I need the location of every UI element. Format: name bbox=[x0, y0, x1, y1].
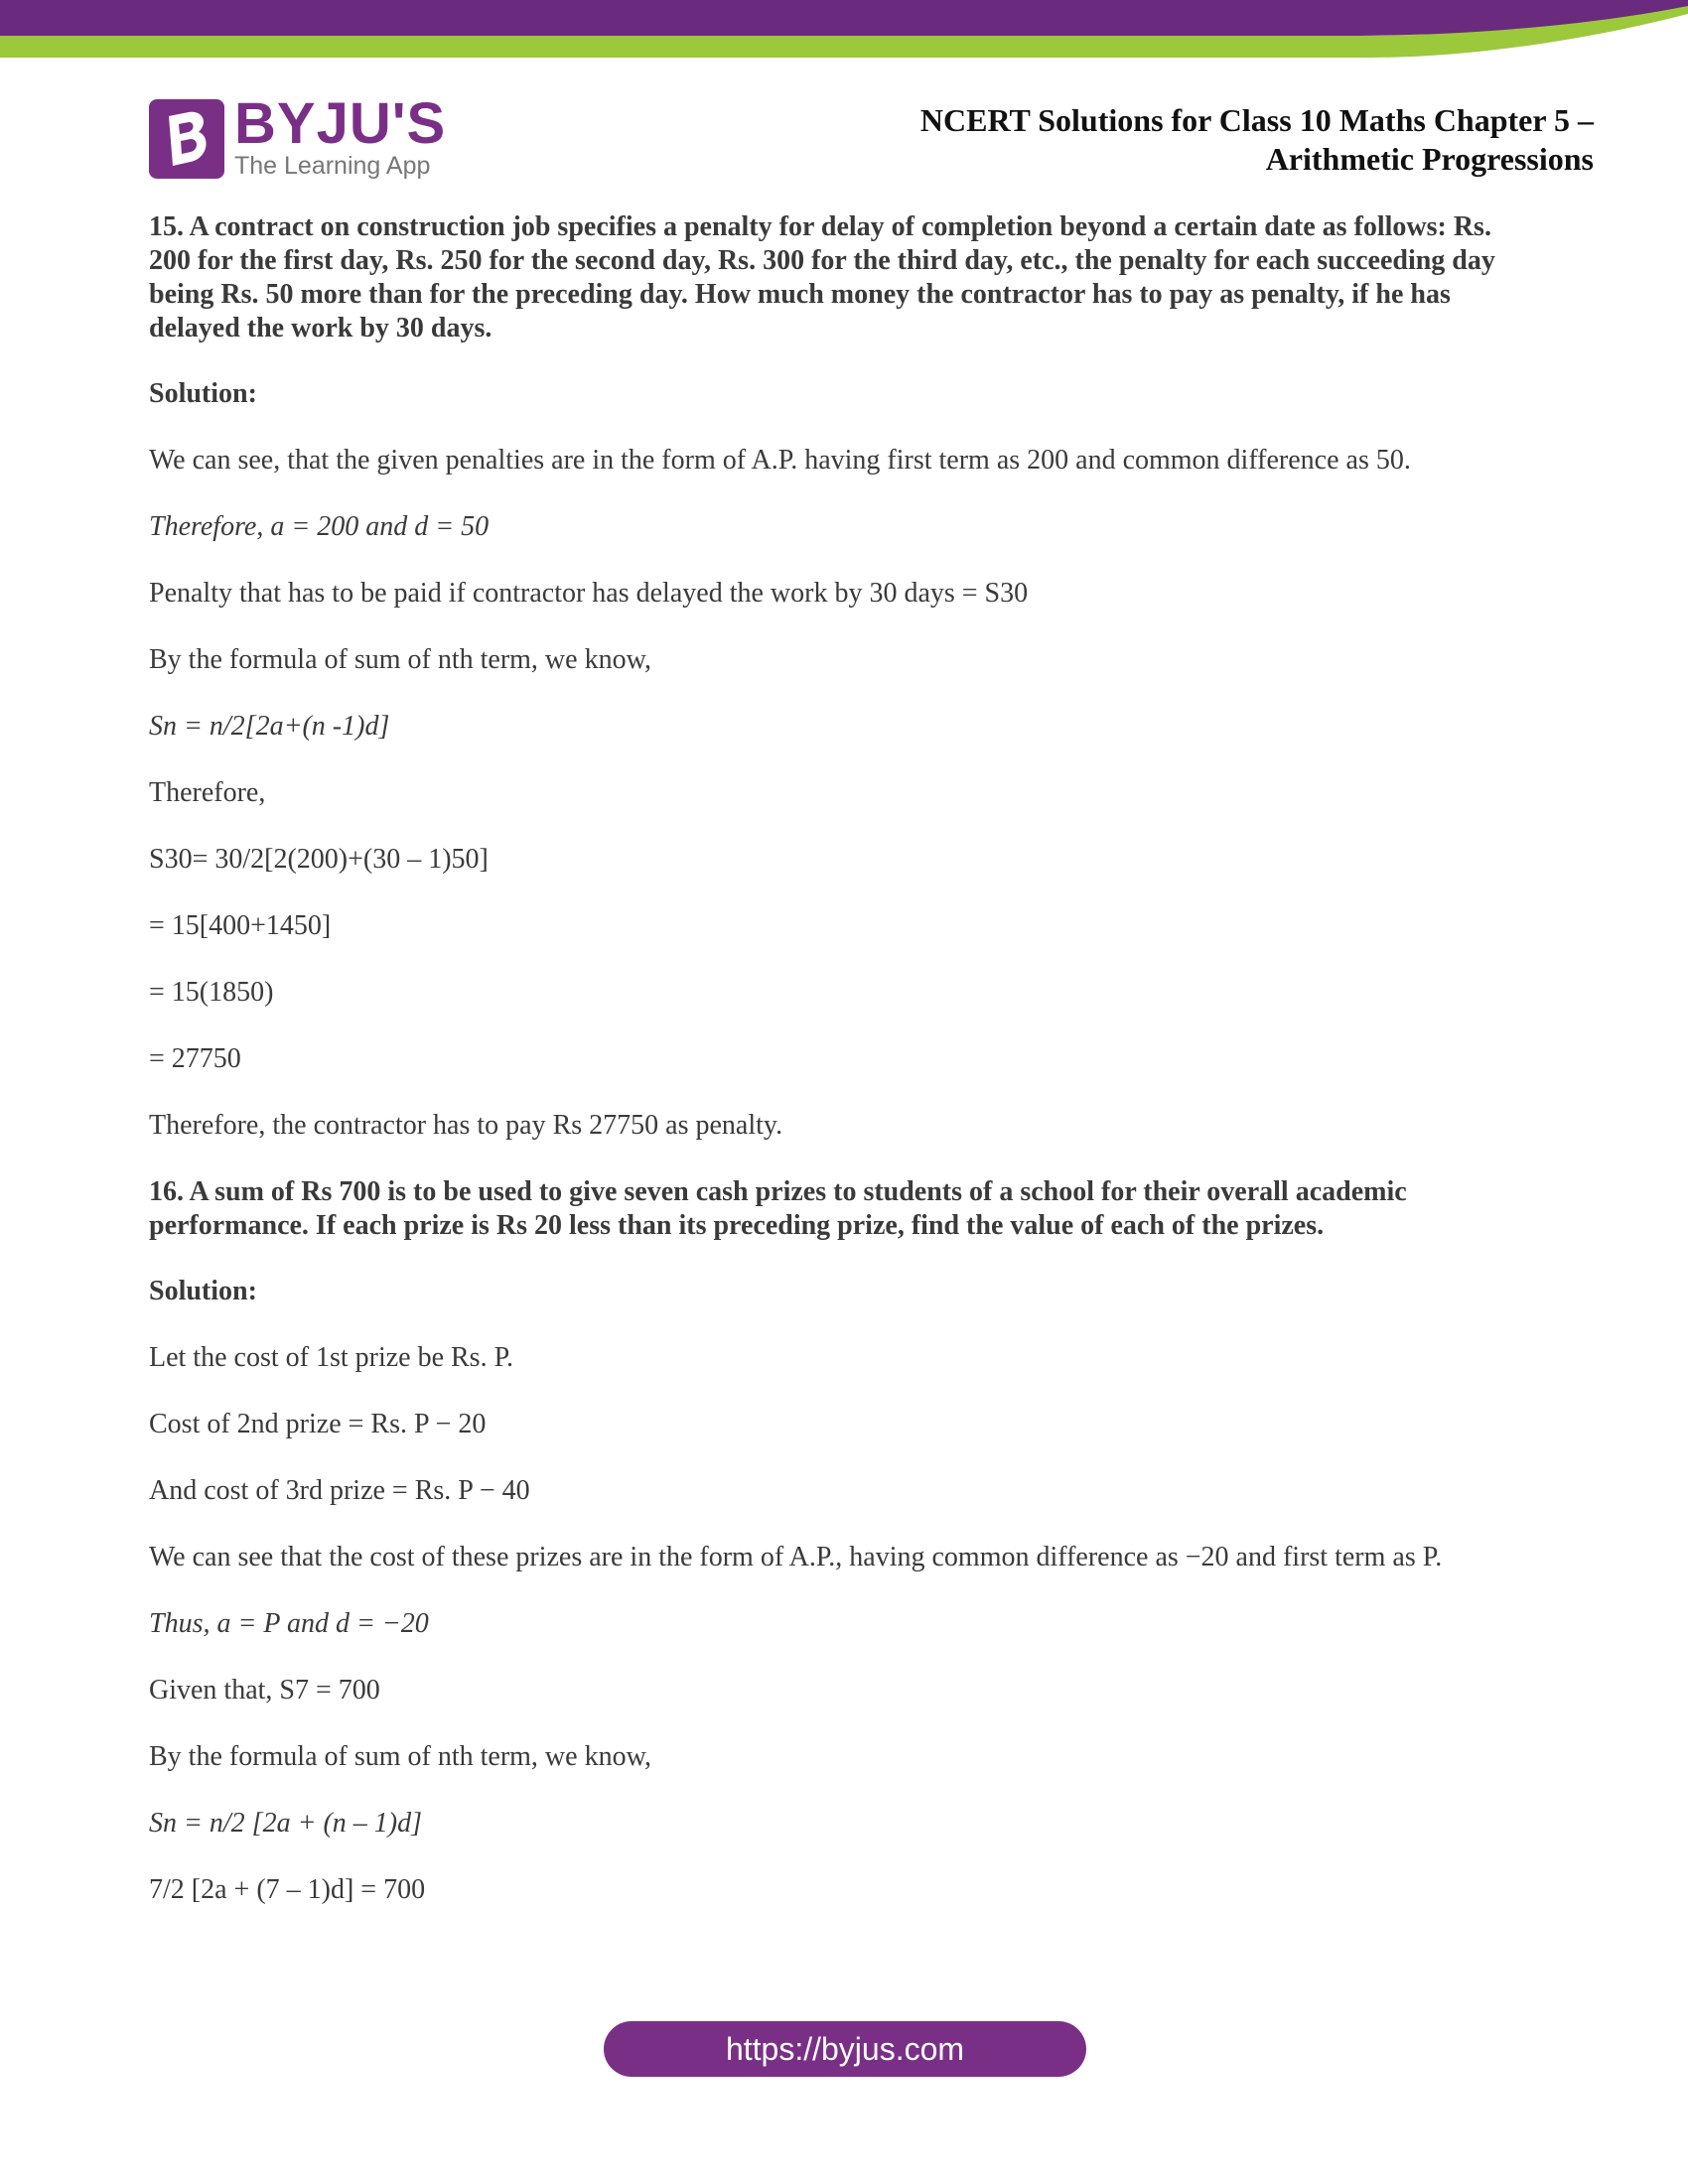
q15-line11: Therefore, the contractor has to pay Rs 27750 as penalty. bbox=[149, 1110, 783, 1141]
solution-label-15: Solution: bbox=[149, 378, 257, 409]
q15-line3: Penalty that has to be paid if contractor has delayed the work by 30 days = S30 bbox=[149, 578, 1029, 609]
q16-line2: Cost of 2nd prize = Rs. P − 20 bbox=[149, 1409, 487, 1439]
q16-line6: Given that, S7 = 700 bbox=[149, 1675, 380, 1706]
brand-name: BYJU'S bbox=[234, 91, 447, 156]
solution-label-16: Solution: bbox=[149, 1276, 257, 1306]
q15-line1: We can see, that the given penalties are in the form of A.P. having first term as 200 and common difference as 50. bbox=[149, 445, 1411, 476]
q16-line8: Sn = n/2 [2a + (n – 1)d] bbox=[149, 1808, 423, 1839]
brand-tagline: The Learning App bbox=[234, 152, 431, 180]
question-16: 16. A sum of Rs 700 is to be used to give seven cash prizes to students of a school for their overall academic performance. If each prize is Rs 20 less than its preceding prize, find the value of each of the prizes. bbox=[149, 1176, 1407, 1241]
q15-line9: = 15(1850) bbox=[149, 977, 274, 1008]
top-decorative-band bbox=[0, 0, 1688, 60]
document-title-line2: Arithmetic Progressions bbox=[1265, 141, 1594, 177]
document-title-line1: NCERT Solutions for Class 10 Maths Chapter 5 – bbox=[919, 102, 1594, 138]
q16-line1: Let the cost of 1st prize be Rs. P. bbox=[149, 1342, 514, 1373]
q15-line7: S30= 30/2[2(200)+(30 – 1)50] bbox=[149, 844, 489, 875]
q15-line2: Therefore, a = 200 and d = 50 bbox=[149, 511, 490, 542]
document-title bbox=[920, 101, 1594, 179]
q16-line3: And cost of 3rd prize = Rs. P − 40 bbox=[149, 1475, 530, 1506]
byjus-logo-badge-icon bbox=[149, 99, 224, 179]
q15-line8: = 15[400+1450] bbox=[149, 910, 332, 941]
page-content bbox=[149, 210, 1539, 1940]
q16-line9: 7/2 [2a + (7 – 1)d] = 700 bbox=[149, 1874, 426, 1905]
q16-line4: We can see that the cost of these prizes are in the form of A.P., having common difference as −20 and first term as P. bbox=[149, 1542, 1443, 1572]
q15-line5: Sn = n/2[2a+(n -1)d] bbox=[149, 711, 390, 742]
letter-b-icon bbox=[159, 108, 214, 170]
q15-line10: = 27750 bbox=[149, 1043, 241, 1074]
byjus-logo bbox=[149, 91, 447, 181]
q16-line7: By the formula of sum of nth term, we know, bbox=[149, 1741, 651, 1772]
question-15: 15. A contract on construction job specifies a penalty for delay of completion beyond a certain date as follows: Rs. 200 for the first day, Rs. 250 for the second day, Rs. 300 for the third day, etc., the penalty for each succeeding day being Rs. 50 more than for the preceding day. How much money the contractor has to pay as penalty, if he has delayed the work by 30 days. bbox=[149, 211, 1495, 343]
q15-line6: Therefore, bbox=[149, 777, 266, 808]
footer-url-link[interactable]: https://byjus.com bbox=[604, 2021, 1086, 2077]
q16-line5: Thus, a = P and d = −20 bbox=[149, 1608, 429, 1639]
q15-line4: By the formula of sum of nth term, we know, bbox=[149, 644, 651, 675]
